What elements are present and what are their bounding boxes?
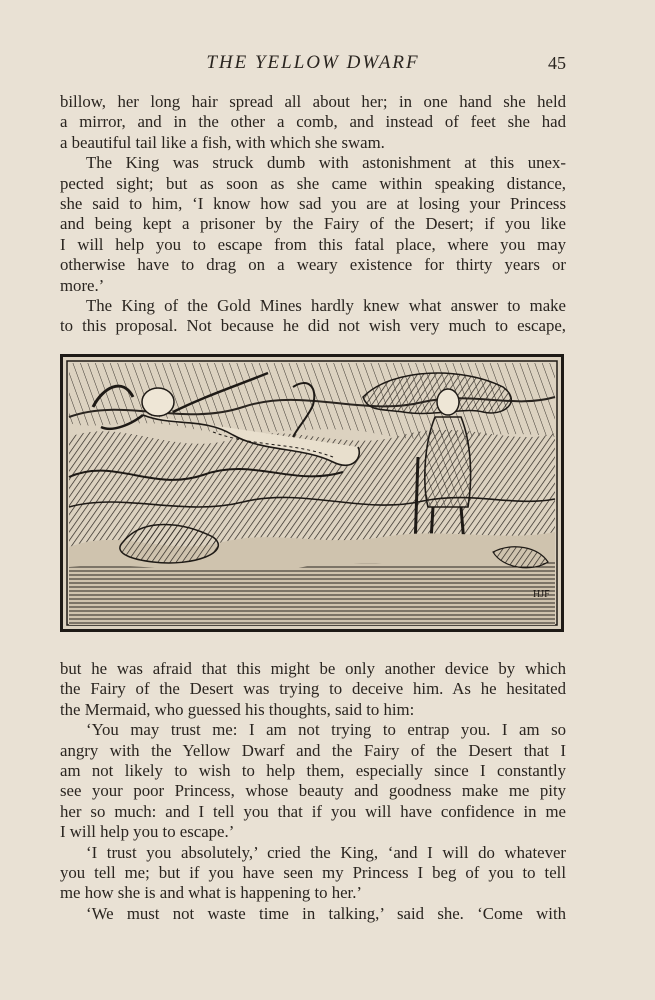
text-line: I will help you to escape.’ [60, 822, 235, 842]
text-line: pected sight; but as soon as she came within speaking distance, [60, 173, 566, 193]
text-line: me how she is and what is happening to her.’ [60, 883, 363, 903]
artist-monogram: HJF [533, 589, 550, 600]
text-line: a beautiful tail like a fish, with which she swam. [60, 132, 385, 152]
text-line: am not likely to wish to help them, especially since I constantly [60, 760, 566, 780]
text-line: her so much: and I tell you that if you will have confidence in me [60, 801, 566, 821]
text-line: but he was afraid that this might be only another device by which [60, 659, 566, 678]
text-block-top [60, 92, 566, 337]
text-line: ‘I trust you absolutely,’ cried the King, ‘and I will do whatever [86, 842, 566, 862]
text-line: a mirror, and in the other a comb, and instead of feet she had [60, 112, 566, 132]
text-line: you tell me; but if you have seen my Princess I beg of you to tell [60, 862, 566, 882]
text-line: ‘You may trust me: I am not trying to entrap you. I am so [86, 720, 566, 740]
text-line: The King was struck dumb with astonishment at this unex- [86, 153, 566, 173]
text-line: angry with the Yellow Dwarf and the Fairy of the Desert that I [60, 740, 566, 760]
running-head [60, 52, 566, 80]
text-line: see your poor Princess, whose beauty and goodness make me pity [60, 781, 566, 801]
running-title: THE YELLOW DWARF [206, 52, 420, 73]
text-line: the Mermaid, who guessed his thoughts, said to him: [60, 699, 415, 719]
illustration-mermaid-and-king [60, 354, 564, 632]
text-line: more.’ [60, 275, 105, 295]
text-line: ‘We must not waste time in talking,’ said she. ‘Come with [86, 903, 566, 923]
text-line: the Fairy of the Desert was trying to deceive him. As he hesitated [60, 679, 566, 699]
text-line: and being kept a prisoner by the Fairy of the Desert; if you like [60, 214, 566, 234]
engraving-image [63, 357, 561, 629]
text-line: otherwise have to drag on a weary existence for thirty years or [60, 255, 566, 275]
text-line: The King of the Gold Mines hardly knew what answer to make [86, 295, 566, 315]
text-line: to this proposal. Not because he did not wish very much to escape, [60, 316, 566, 336]
text-line: billow, her long hair spread all about her; in one hand she held [60, 92, 566, 111]
text-block-bottom [60, 659, 566, 924]
text-line: she said to him, ‘I know how sad you are at losing your Princess [60, 193, 566, 213]
page-number: 45 [548, 53, 566, 73]
text-line: I will help you to escape from this fatal place, where you may [60, 234, 566, 254]
